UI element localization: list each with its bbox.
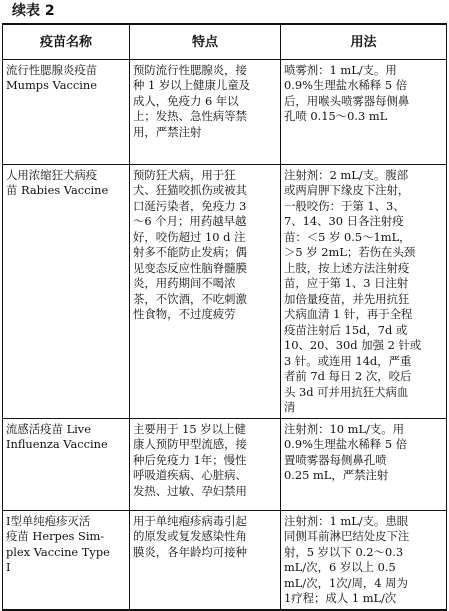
table-row bbox=[3, 59, 447, 164]
vaccine-name-cell: 人用浓缩狂犬病疫 苗 Rabies Vaccine bbox=[3, 164, 130, 418]
features-cell: 用于单纯疱疹病毒引起 的原发或复发感染性角 膜炎，各年龄均可接种 bbox=[130, 510, 281, 610]
table-header-row bbox=[3, 24, 447, 59]
vaccine-name-cell: 流感活疫苗 Live Influenza Vaccine bbox=[3, 418, 130, 510]
features-cell: 预防狂犬病，用于狂 犬、狂猫咬抓伤或被其 口涎污染者，免疫力 3 ～6 个月；用药越早越 好，咬伤超过 10 d 注 射多不能防止发病；偶 见变态反应性脑脊髓膜 炎，用药期间不喝浓 茶，不饮酒，不吃刺激 性食物，不过度疲劳 bbox=[130, 164, 281, 418]
features-cell: 主要用于 15 岁以上健 康人预防甲型流感，接 种后免疫力 1年；慢性 呼吸道疾病、心脏病、 发热、过敏、孕妇禁用 bbox=[130, 418, 281, 510]
header-vaccine-name: 疫苗名称 bbox=[3, 24, 130, 59]
usage-cell: 注射剂：1 mL/支。患眼 同侧耳前淋巴结处皮下注 射，5 岁以下 0.2～0.3 mL/次，6 岁以上 0.5 mL/次，1次/周，4 周为 1疗程；成人 1 mL/次 bbox=[281, 510, 447, 610]
table-row bbox=[3, 510, 447, 610]
vaccine-name-cell: 流行性腮腺炎疫苗 Mumps Vaccine bbox=[3, 59, 130, 164]
usage-cell: 注射剂：2 mL/支。腹部 或两肩胛下缘皮下注射， 一般咬伤：于第 1、3、 7、14、30 日各注射疫 苗：＜5 岁 0.5～1mL， ＞5 岁 2mL；若伤在头颈 上肢，按上述方法注射疫 苗，应于第 1、3 日注射 加倍量疫苗，并先用抗狂 犬病血清 1 针，再于全程 疫苗注射后 15d，7d 或 10、20、30d 加强 2 针或 3 针。或连用 14d，严重 者前 7d 每日 2 次，咬后 头 3d 可并用抗狂犬病血 清 bbox=[281, 164, 447, 418]
header-usage: 用法 bbox=[281, 24, 447, 59]
header-features: 特点 bbox=[130, 24, 281, 59]
table-title: 续表 2 bbox=[12, 3, 55, 19]
usage-cell: 注射剂：10 mL/支。用 0.9%生理盐水稀释 5 倍 置喷雾器每侧鼻孔喷 0.25 mL，严禁注射 bbox=[281, 418, 447, 510]
features-cell: 预防流行性腮腺炎，接 种 1 岁以上健康儿童及 成人，免疫力 6 年以 上；发热、急性病等禁 用，严禁注射 bbox=[130, 59, 281, 164]
vaccine-table bbox=[2, 23, 447, 611]
table-row bbox=[3, 164, 447, 418]
vaccine-name-cell: Ⅰ型单纯疱疹灭活 疫苗 Herpes Sim- plex Vaccine Type Ⅰ bbox=[3, 510, 130, 610]
table-row bbox=[3, 418, 447, 510]
usage-cell: 喷雾剂：1 mL/支。用 0.9%生理盐水稀释 5 倍 后，用喉头喷雾器每侧鼻 孔喷 0.15～0.3 mL bbox=[281, 59, 447, 164]
